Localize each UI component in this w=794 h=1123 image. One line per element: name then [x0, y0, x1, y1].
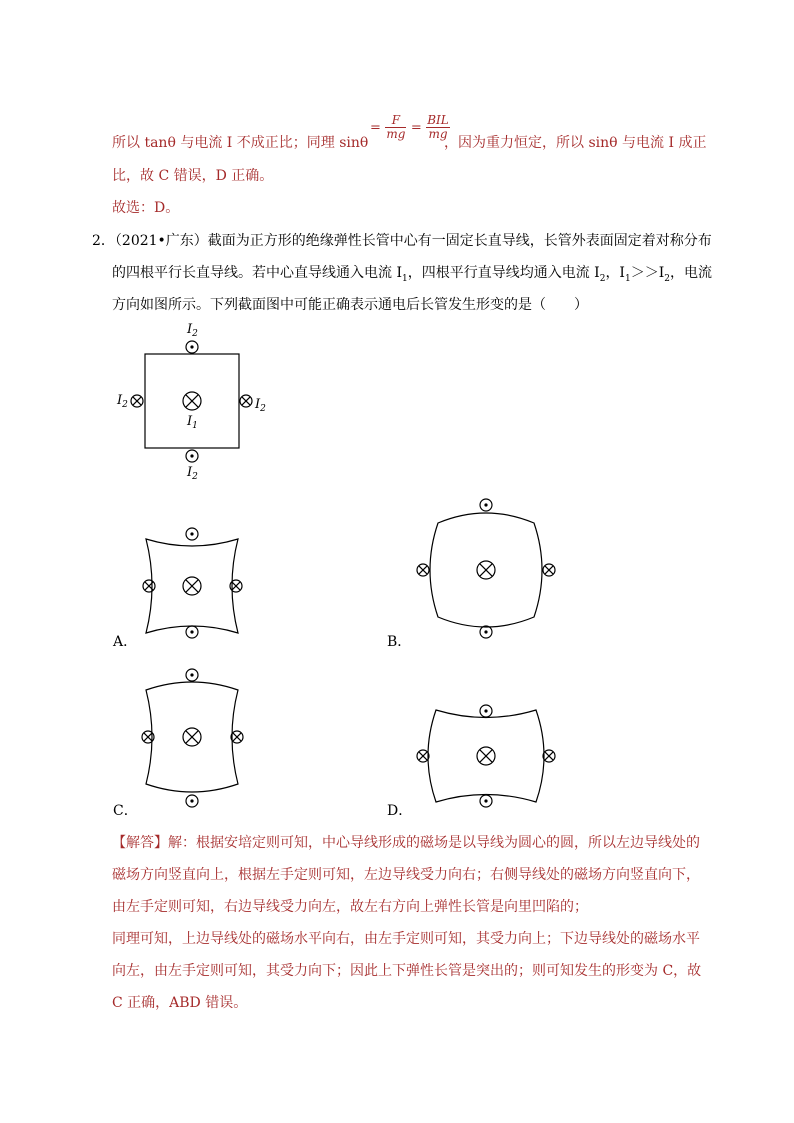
question-line-1: 2．（2021•广东）截面为正方形的绝缘弹性长管中心有一固定长直导线，长管外表面固定着对称分布	[92, 233, 712, 249]
formula-equals-1: =	[370, 120, 381, 136]
solution-line-4: 同理可知，上边导线处的磁场水平向右，由左手定则可知，其受力向上；下边导线处的磁场水平	[112, 931, 700, 947]
left-wire-cross-icon	[131, 395, 143, 407]
option-b-label[interactable]: B．	[387, 634, 412, 650]
label-bottom-i2: $I_2$	[187, 465, 198, 482]
solution-tag: 【解答】	[112, 835, 168, 851]
label-right-i2: $I_2$	[255, 397, 266, 414]
label-top-i2: $I_2$	[187, 322, 198, 339]
option-c-label[interactable]: C．	[113, 803, 138, 819]
solution-line-2: 磁场方向竖直向上，根据左手定则可知，左边导线受力向右；右侧导线处的磁场方向竖直向下，	[112, 867, 700, 883]
solution-line-6: C 正确，ABD 错误。	[112, 995, 248, 1011]
option-a-figure	[143, 528, 242, 638]
question-line-3: 方向如图所示。下列截面图中可能正确表示通电后长管发生形变的是（ ）	[112, 297, 588, 313]
formula-equals-2: =	[410, 120, 422, 136]
option-a-label[interactable]: A．	[113, 634, 138, 650]
top-wire-dot-icon	[186, 341, 198, 353]
answer-line-3: 故选：D。	[112, 200, 180, 216]
center-wire-cross-icon	[183, 392, 201, 410]
fraction-bil-over-mg: $\frac{\text{BIL}}{mg}$	[427, 113, 449, 141]
answer-line-2: 比，故 C 错误，D 正确。	[112, 168, 274, 184]
solution-line-5: 向左，由左手定则可知，其受力向下；因此上下弹性长管是突出的；则可知发生的形变为 C，故	[112, 963, 702, 979]
answer-line-1-pre: 所以 tanθ 与电流 I 不成正比；同理 sinθ	[112, 135, 369, 151]
label-left-i2: $I_2$	[117, 393, 128, 410]
answer-line-1-post: ，因为重力恒定，所以 sinθ 与电流 I 成正	[444, 135, 707, 151]
question-line-2: 的四根平行长直导线。若中心直导线通入电流 $I_1$，四根平行直导线均通入电流 $I_2$，$I_1>>I_2$，电流	[112, 265, 712, 284]
option-d-label[interactable]: D．	[387, 803, 413, 819]
label-center-i1: $I_1$	[187, 414, 198, 431]
solution-line-3: 由左手定则可知，右边导线受力向左，故左右方向上弹性长管是向里凹陷的；	[112, 899, 588, 915]
option-d-figure	[417, 705, 555, 807]
option-c-figure	[142, 669, 243, 807]
bottom-wire-dot-icon	[186, 450, 198, 462]
right-wire-cross-icon	[240, 395, 252, 407]
solution-line-1: 【解答】解：根据安培定则可知，中心导线形成的磁场是以导线为圆心的圆，所以左边导线处的	[112, 835, 700, 851]
option-b-figure	[417, 499, 555, 638]
fraction-f-over-mg: $\frac{F}{mg}$	[386, 113, 406, 141]
